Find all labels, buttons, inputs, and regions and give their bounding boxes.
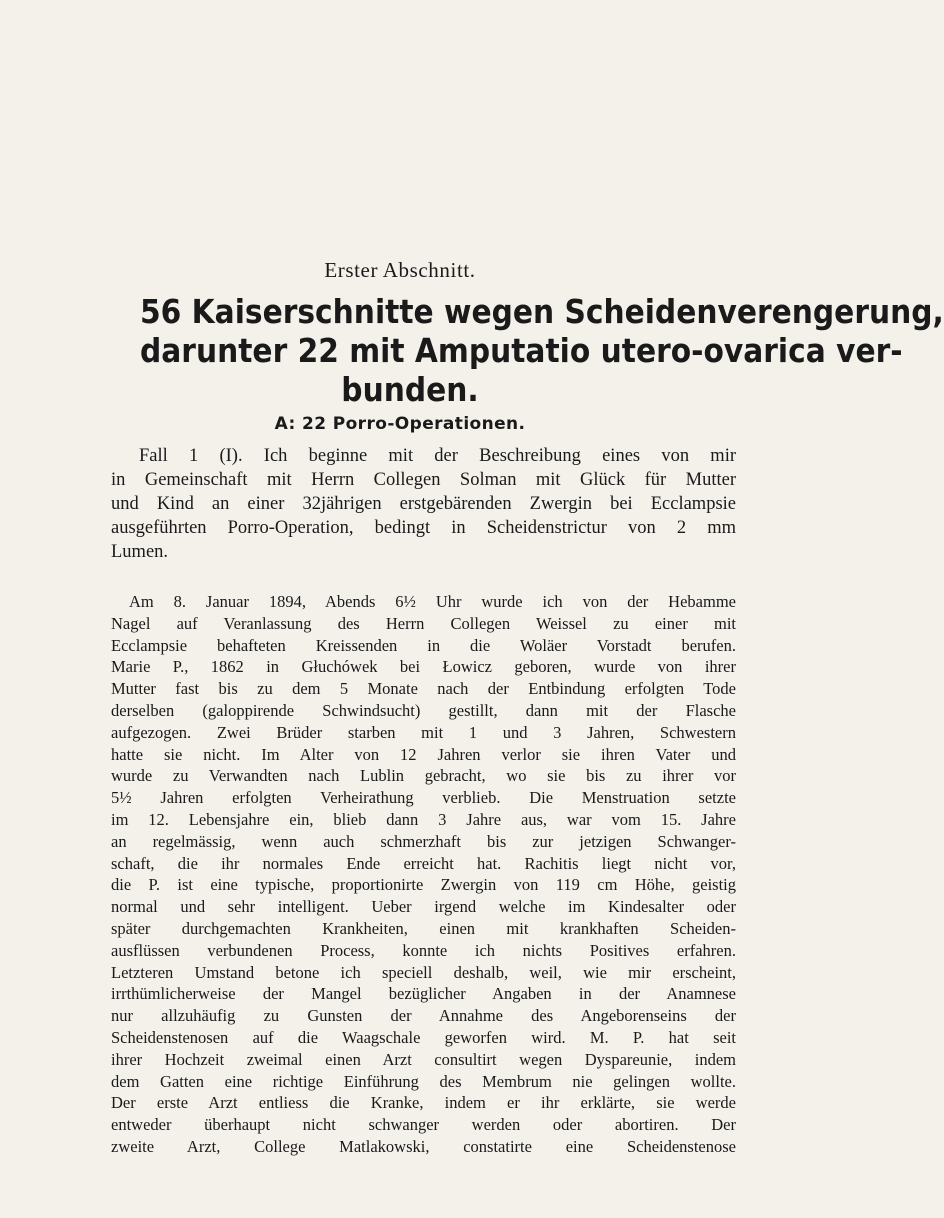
text-line: wurde zu Verwandten nach Lublin gebracht, wo sie bis zu ihrer vor xyxy=(111,766,736,786)
text-line: an regelmässig, wenn auch schmerzhaft bis zur jetzigen Schwanger- xyxy=(111,831,736,851)
main-title-line: darunter 22 mit Amputatio utero-ovarica ver- xyxy=(140,331,903,370)
text-line: Der erste Arzt entliess die Kranke, indem er ihr erklärte, sie werde xyxy=(111,1093,736,1113)
text-line: hatte sie nicht. Im Alter von 12 Jahren verlor sie ihren Vater und xyxy=(111,744,736,764)
text-line: später durchgemachten Krankheiten, einen mit krankhaften Scheiden- xyxy=(111,918,736,938)
text-line: 5½ Jahren erfolgten Verheirathung verblieb. Die Menstruation setzte xyxy=(111,788,736,808)
text-line: Marie P., 1862 in Głuchówek bei Łowicz geboren, wurde von ihrer xyxy=(111,657,736,677)
text-line: ausgeführten Porro-Operation, bedingt in Scheidenstrictur von 2 mm xyxy=(111,518,736,539)
main-title-line: bunden. xyxy=(341,370,479,409)
text-line: Am 8. Januar 1894, Abends 6½ Uhr wurde ich von der Hebamme xyxy=(129,592,736,611)
text-line: ausflüssen verbundenen Process, konnte ich nichts Positives erfahren. xyxy=(111,940,736,960)
text-line: dem Gatten eine richtige Einführung des Membrum nie gelingen wollte. xyxy=(111,1071,736,1091)
text-line: Mutter fast bis zu dem 5 Monate nach der Entbindung erfolgten Tode xyxy=(111,679,736,699)
text-line: Nagel auf Veranlassung des Herrn Collegen Weissel zu einer mit xyxy=(111,613,736,633)
text-line: Scheidenstenosen auf die Waagschale geworfen wird. M. P. hat seit xyxy=(111,1027,736,1047)
text-line: Ecclampsie behafteten Kreissenden in die Woläer Vorstadt berufen. xyxy=(111,635,736,655)
text-line: im 12. Lebensjahre ein, blieb dann 3 Jahre aus, war vom 15. Jahre xyxy=(111,809,736,829)
intro-paragraph xyxy=(111,444,736,564)
main-title xyxy=(140,292,944,409)
text-line: Letzteren Umstand betone ich speciell deshalb, weil, wie mir erscheint, xyxy=(111,962,736,982)
text-line: in Gemeinschaft mit Herrn Collegen Solman mit Glück für Mutter xyxy=(111,470,736,491)
text-line: aufgezogen. Zwei Brüder starben mit 1 und 3 Jahren, Schwestern xyxy=(111,722,736,742)
text-line: die P. ist eine typische, proportionirte Zwergin von 119 cm Höhe, geistig xyxy=(111,875,736,895)
text-line: irrthümlicherweise der Mangel bezüglicher Angaben in der Anamnese xyxy=(111,984,736,1004)
text-line: entweder überhaupt nicht schwanger werden oder abortiren. Der xyxy=(111,1115,736,1135)
section-title: Erster Abschnitt. xyxy=(324,258,476,282)
main-title-line: 56 Kaiserschnitte wegen Scheidenverengerung, xyxy=(140,292,944,331)
text-line: zweite Arzt, College Matlakowski, constatirte eine Scheidenstenose xyxy=(111,1136,736,1156)
text-line: normal und sehr intelligent. Ueber irgend welche im Kindesalter oder xyxy=(111,897,736,917)
subsection-title: A: 22 Porro-Operationen. xyxy=(274,414,526,434)
text-line: nur allzuhäufig zu Gunsten der Annahme des Angeborenseins der xyxy=(111,1006,736,1026)
text-line: Lumen. xyxy=(111,542,169,563)
text-line: ihrer Hochzeit zweimal einen Arzt consultirt wegen Dyspareunie, indem xyxy=(111,1049,736,1069)
text-line: Fall 1 (I). Ich beginne mit der Beschreibung eines von mir xyxy=(139,446,736,466)
text-line: schaft, die ihr normales Ende erreicht hat. Rachitis liegt nicht vor, xyxy=(111,853,736,873)
text-line: derselben (galoppirende Schwindsucht) gestillt, dann mit der Flasche xyxy=(111,700,736,720)
case-paragraph xyxy=(111,591,736,1158)
text-line: und Kind an einer 32jährigen erstgebärenden Zwergin bei Ecclampsie xyxy=(111,494,736,515)
